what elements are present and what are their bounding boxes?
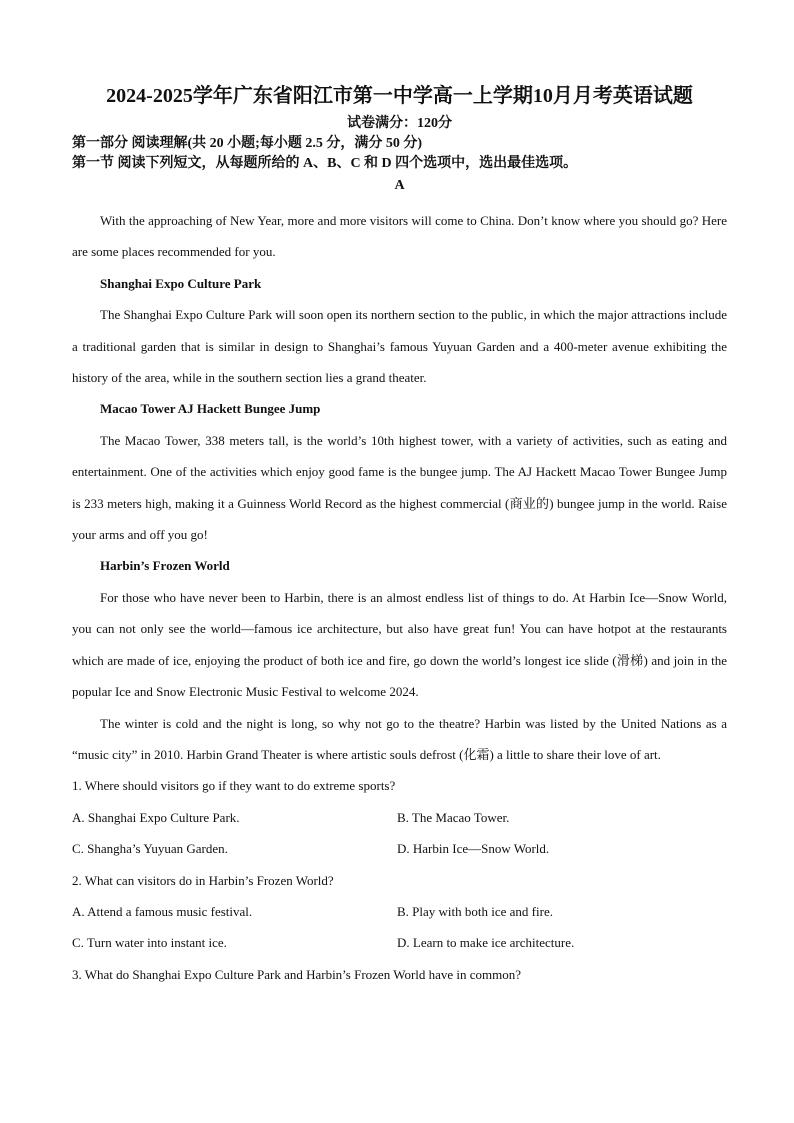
question-2-option-b: B. Play with both ice and fire.: [397, 903, 553, 919]
paragraph-macao: The Macao Tower, 338 meters tall, is the world’s 10th highest tower, with a variety of activities, such as eating and entertainment. One of the activities which enjoy good fame is the bungee jump. The AJ Hackett Macao Tower Bungee Jump is 233 meters high, making it a Guinness World Record as the highest commercial (商业的) bungee jump in the world. Raise your arms and off you go!: [72, 432, 727, 543]
question-2-option-d: D. Learn to make ice architecture.: [397, 935, 575, 951]
part-heading: 第一部分 阅读理解(共 20 小题;每小题 2.5 分，满分 50 分): [72, 136, 422, 151]
passage-letter: A: [394, 178, 405, 193]
question-1-option-b: B. The Macao Tower.: [397, 809, 510, 825]
question-1-stem: 1. Where should visitors go if they want to do extreme sports?: [72, 778, 396, 794]
exam-title: 2024-2025学年广东省阳江市第一中学高一上学期10月月考英语试题: [106, 85, 693, 107]
question-1-option-c: C. Shangha’s Yuyuan Garden.: [72, 841, 228, 857]
question-1-option-a: A. Shanghai Expo Culture Park.: [72, 809, 240, 825]
exam-page: [72, 82, 727, 990]
question-2-options: [72, 896, 727, 959]
question-2-stem: 2. What can visitors do in Harbin’s Frozen World?: [72, 872, 334, 888]
paragraph-shanghai: The Shanghai Expo Culture Park will soon open its northern section to the public, in which the major attractions include a traditional garden that is similar in design to Shanghai’s famous Yuyuan Garden and a 400-meter avenue exhibiting the history of the area, while in the southern section lies a grand theater.: [72, 307, 727, 386]
total-score: 试卷满分：120分: [347, 116, 452, 131]
question-2-option-c: C. Turn water into instant ice.: [72, 935, 227, 951]
section-instructions: 第一节 阅读下列短文，从每题所给的 A、B、C 和 D 四个选项中，选出最佳选项。: [72, 156, 578, 171]
question-3-stem: 3. What do Shanghai Expo Culture Park and Harbin’s Frozen World have in common?: [72, 966, 522, 982]
passage-intro: With the approaching of New Year, more and more visitors will come to China. Don’t know where you should go? Here are some places recommended for you.: [72, 213, 727, 260]
question-1-options: [72, 802, 727, 865]
section-heading-shanghai: Shanghai Expo Culture Park: [100, 275, 262, 291]
section-heading-macao: Macao Tower AJ Hackett Bungee Jump: [100, 401, 321, 417]
question-2-option-a: A. Attend a famous music festival.: [72, 903, 253, 919]
section-heading-harbin: Harbin’s Frozen World: [100, 558, 230, 574]
question-1-option-d: D. Harbin Ice—Snow World.: [397, 841, 550, 857]
paragraph-harbin-2: The winter is cold and the night is long, so why not go to the theatre? Harbin was listed by the United Nations as a “music city” in 2010. Harbin Grand Theater is where artistic souls defrost (化霜) a little to share their love of art.: [72, 715, 727, 762]
paragraph-harbin-1: For those who have never been to Harbin, there is an almost endless list of things to do. At Harbin Ice—Snow World, you can not only see the world—famous ice architecture, but also have great fun! You can have hotpot at the restaurants which are made of ice, enjoying the product of both ice and fire, go down the world’s longest ice slide (滑梯) and join in the popular Ice and Snow Electronic Music Festival to welcome 2024.: [72, 589, 727, 700]
